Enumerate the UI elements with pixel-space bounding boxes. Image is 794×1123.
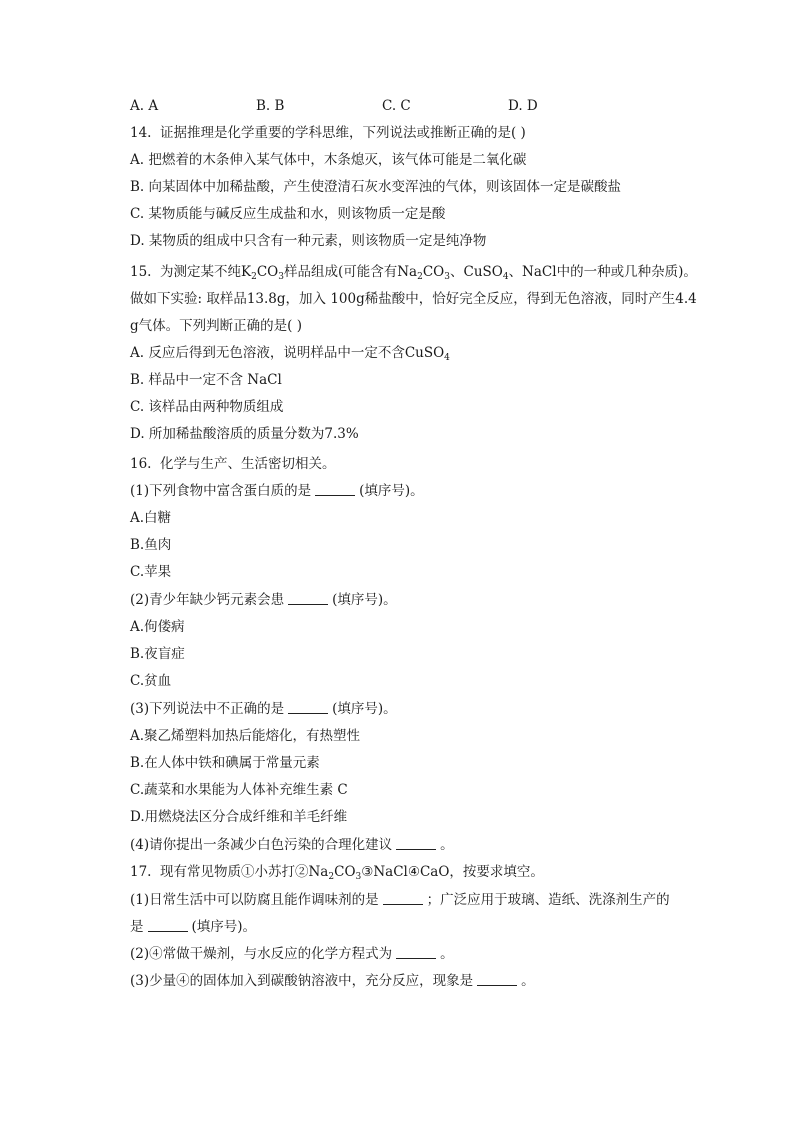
q17-part2-tail: 。 (440, 946, 454, 962)
q16-part3-tail: (填序号)。 (332, 701, 397, 717)
q16-part1-option-a: A.白糖 (130, 510, 172, 526)
q15-text: CO (256, 264, 279, 280)
subscript: 3 (278, 272, 284, 282)
subscript: 2 (328, 872, 335, 882)
q15-stem-line2: 做如下实验: 取样品13.8g，加入 100g稀盐酸中，恰好完全反应，得到无色溶液，同时产生4.4 (130, 291, 697, 307)
q17-part3 (130, 971, 535, 991)
subscript: 2 (417, 272, 423, 282)
q16-part1-option-b: B.鱼肉 (130, 537, 172, 553)
q16-part1-text: (1)下列食物中富含蛋白质的是 (130, 483, 312, 499)
answer-blank[interactable] (288, 592, 328, 605)
q17-part1-text-b: ；广泛应用于玻璃、造纸、洗涤剂生产的 (426, 892, 670, 908)
q15-option-d[interactable]: D. 所加稀盐酸溶质的质量分数为7.3% (130, 426, 359, 442)
q14-option-a[interactable]: A. 把燃着的木条伸入某气体中，木条熄灭，该气体可能是二氧化碳 (130, 152, 527, 168)
q16-part2 (130, 590, 397, 610)
q16-part3 (130, 699, 397, 719)
q13-option-b[interactable]: B. B (256, 98, 285, 114)
q17-part1-line1 (130, 890, 670, 910)
q13-option-c[interactable]: C. C (382, 98, 411, 114)
q16-part2-option-b: B.夜盲症 (130, 646, 185, 662)
q15-text: 、CuSO (449, 264, 503, 280)
q17-part1-tail: (填序号)。 (191, 919, 257, 935)
q17-stem (130, 862, 544, 882)
q16-part3-option-c: C.蔬菜和水果能为人体补充维生素 C (130, 782, 348, 798)
q14-option-d[interactable]: D. 某物质的组成中只含有一种元素，则该物质一定是纯净物 (130, 233, 487, 249)
q16-part2-option-a: A.佝偻病 (130, 619, 185, 635)
q15-option-a[interactable] (130, 343, 450, 363)
q15-stem-line1 (130, 262, 697, 282)
q15-text: 为测定某不纯K (160, 264, 252, 280)
q16-part2-tail: (填序号)。 (332, 592, 397, 608)
q16-part3-option-d: D.用燃烧法区分合成纤维和羊毛纤维 (130, 809, 348, 825)
q17-part3-tail: 。 (521, 973, 535, 989)
q14-stem (130, 123, 526, 143)
q17-text: ③NaCl④CaO，按要求填空。 (361, 864, 544, 880)
q15-option-a-text: A. 反应后得到无色溶液，说明样品中一定不含CuSO (130, 345, 445, 361)
q16-part1-tail: (填序号)。 (359, 483, 424, 499)
q16-part3-text: (3)下列说法中不正确的是 (130, 701, 285, 717)
subscript: 3 (355, 872, 362, 882)
q15-text: CO (422, 264, 445, 280)
answer-blank[interactable] (383, 892, 423, 905)
q16-part4 (130, 835, 454, 855)
subscript: 3 (444, 272, 450, 282)
subscript: 4 (502, 272, 509, 282)
answer-blank[interactable] (315, 483, 355, 496)
q13-option-a[interactable]: A. A (130, 98, 159, 114)
q17-text: CO (334, 864, 356, 880)
q15-text: 、NaCl中的一种或几种杂质)。 (508, 264, 697, 280)
q16-part3-option-b: B.在人体中铁和碘属于常量元素 (130, 755, 320, 771)
q15-option-c[interactable]: C. 该样品由两种物质组成 (130, 399, 284, 415)
q13-options (130, 96, 650, 116)
q17-number: 17. (130, 864, 152, 880)
q17-part1-line2 (130, 917, 256, 937)
q17-part1-text-c: 是 (130, 919, 144, 935)
q16-number: 16. (130, 456, 152, 472)
answer-blank[interactable] (477, 973, 517, 986)
q16-part2-option-c: C.贫血 (130, 673, 172, 689)
q16-part1 (130, 481, 424, 501)
q17-part1-text: (1)日常生活中可以防腐且能作调味剂的是 (130, 892, 379, 908)
q15-number: 15. (130, 264, 152, 280)
q16-stem (130, 454, 336, 474)
answer-blank[interactable] (288, 701, 328, 714)
q16-stem-text: 化学与生产、生活密切相关。 (160, 456, 336, 472)
q16-part1-option-c: C.苹果 (130, 564, 172, 580)
q15-stem-line3: g气体。下列判断正确的是( ) (130, 318, 302, 334)
q16-part2-text: (2)青少年缺少钙元素会患 (130, 592, 285, 608)
q15-text: 样品组成(可能含有Na (283, 264, 418, 280)
q13-option-d[interactable]: D. D (508, 98, 538, 114)
q14-number: 14. (130, 125, 152, 141)
q17-text: 现有常见物质①小苏打②Na (160, 864, 329, 880)
q16-part4-tail: 。 (440, 837, 454, 853)
q14-stem-text: 证据推理是化学重要的学科思维，下列说法或推断正确的是( ) (160, 125, 526, 141)
answer-blank[interactable] (396, 837, 436, 850)
q14-option-b[interactable]: B. 向某固体中加稀盐酸，产生使澄清石灰水变浑浊的气体，则该固体一定是碳酸盐 (130, 179, 622, 195)
answer-blank[interactable] (148, 919, 188, 932)
q15-option-b[interactable]: B. 样品中一定不含 NaCl (130, 372, 282, 388)
subscript: 2 (251, 272, 257, 282)
answer-blank[interactable] (396, 946, 436, 959)
q14-option-c[interactable]: C. 某物质能与碱反应生成盐和水，则该物质一定是酸 (130, 206, 446, 222)
q17-part2 (130, 944, 454, 964)
q16-part4-text: (4)请你提出一条减少白色污染的合理化建议 (130, 837, 393, 853)
subscript: 4 (444, 353, 450, 363)
q17-part2-text: (2)④常做干燥剂，与水反应的化学方程式为 (130, 946, 393, 962)
q17-part3-text: (3)少量④的固体加入到碳酸钠溶液中，充分反应，现象是 (130, 973, 474, 989)
q16-part3-option-a: A.聚乙烯塑料加热后能熔化，有热塑性 (130, 728, 361, 744)
